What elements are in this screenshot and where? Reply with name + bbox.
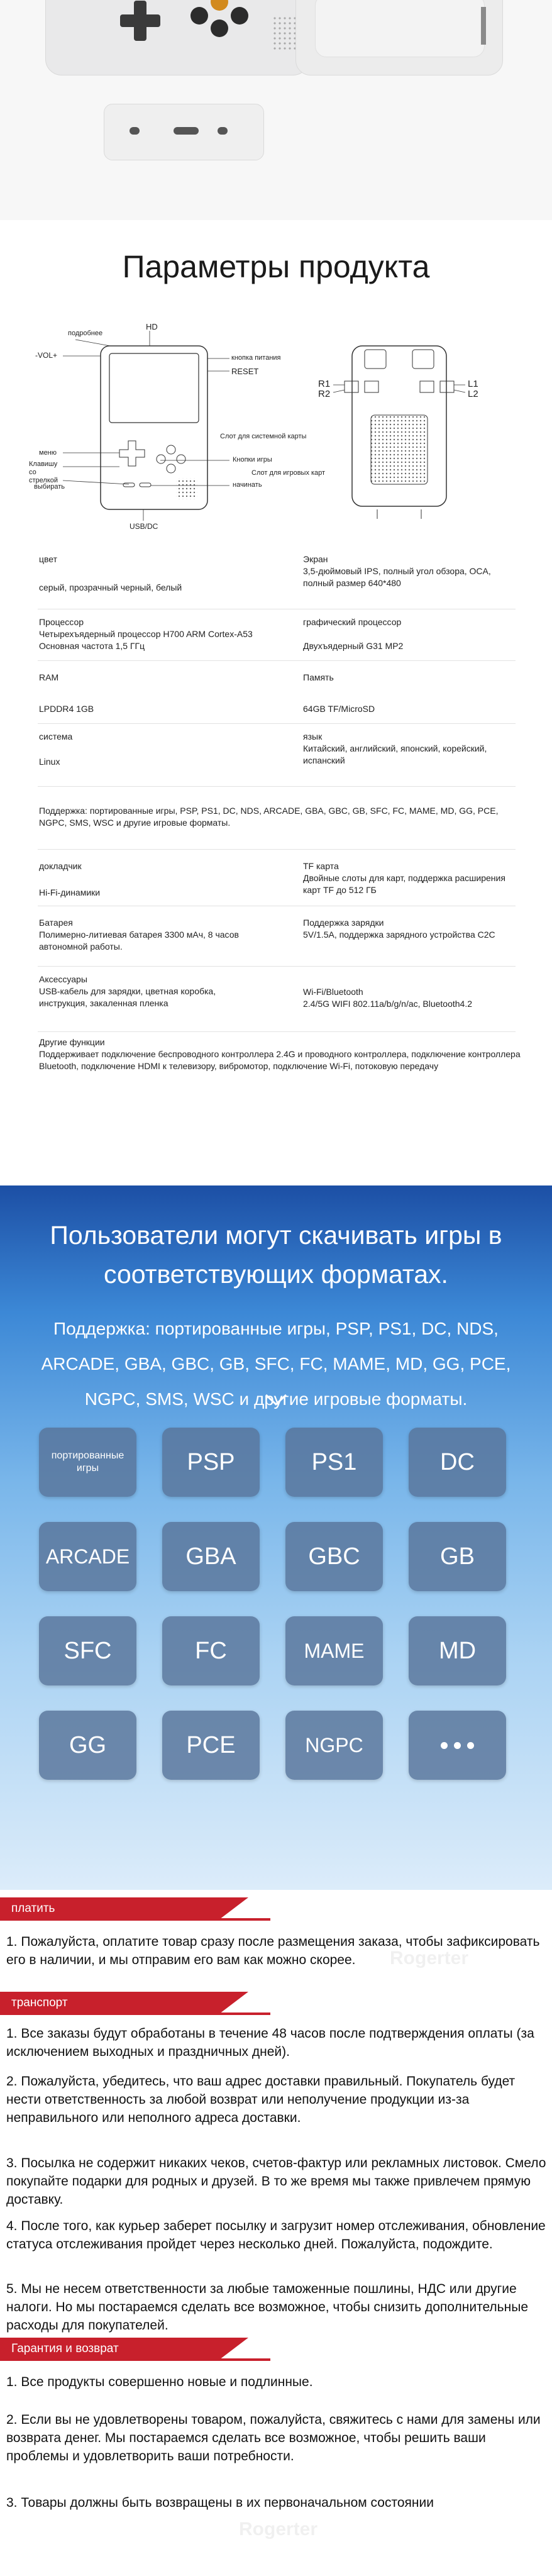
format-tile-ngpc: NGPC: [285, 1711, 383, 1780]
banner-pay-title: платить: [11, 1902, 55, 1915]
more-dots-icon: [441, 1742, 474, 1749]
spec-wifi-value: 2.4/5G WIFI 802.11a/b/g/n/ac, Bluetooth4.2: [303, 999, 473, 1009]
label-power-key: кнопка питания: [231, 354, 281, 362]
format-tile-gbc: GBC: [285, 1522, 383, 1591]
label-l1: L1: [468, 379, 478, 389]
formats-subtitle: Поддержка: портированные игры, PSP, PS1, DC, NDS, ARCADE, GBA, GBC, GB, SFC, FC, MAME, MD, GG, PCE, NGPC, SMS, WSC и другие игровые форматы.: [41, 1319, 511, 1409]
ship-item-1: 1. Все заказы будут обработаны в течение 48 часов после подтверждения оплаты (за исключением выходных и праздничных дней).: [6, 2026, 534, 2059]
spec-gpu-value: Двухъядерный G31 MP2: [303, 641, 404, 651]
pay-item-1: 1. Пожалуйста, оплатите товар сразу после размещения заказа, чтобы зафиксировать его в наличии, и мы отправим его вам как можно скорее.: [6, 1935, 540, 1967]
spec-system-value: Linux: [39, 757, 60, 767]
console-side-panel: [315, 0, 485, 57]
spec-divider: [38, 723, 516, 724]
label-usb: USB/DC: [130, 522, 158, 531]
label-select: выбирать: [34, 483, 65, 491]
format-tile-ps1: PS1: [285, 1428, 383, 1497]
spec-screen-value: 3,5-дюймовый IPS, полный угол обзора, OCA, полный размер 640*480: [303, 566, 491, 588]
format-tile-dc: DC: [409, 1428, 506, 1497]
spec-divider: [38, 849, 516, 850]
spec-battery-value: Полимерно-литиевая батарея 3300 мАч, 8 часов автономной работы.: [39, 930, 239, 952]
spec-charge-label: Поддержка зарядки: [303, 918, 384, 928]
spec-memory-label: Память: [303, 672, 334, 682]
format-tile-psp: PSP: [162, 1428, 260, 1497]
banner-warranty: [0, 2338, 248, 2360]
banner-shipping-title: транспорт: [11, 1996, 68, 2009]
format-tile-gg: GG: [39, 1711, 136, 1780]
face-button-icon: [190, 7, 208, 25]
label-menu: меню: [39, 449, 57, 457]
spec-support-text: Поддержка: портированные игры, PSP, PS1, DC, NDS, ARCADE, GBA, GBC, GB, SFC, FC, MAME, MD, GG, PCE, NGPC, SMS, WSC и другие игровые форматы.: [39, 806, 499, 828]
label-r2: R2: [318, 389, 331, 399]
spec-ram-value: LPDDR4 1GB: [39, 704, 94, 714]
warranty-item-2: 2. Если вы не удовлетворены товаром, пожалуйста, свяжитесь с нами для замены или возврата денег. Мы постараемся сделать все возможное, чтобы решить ваши проблемы и удовлетворить ваши потребности.: [6, 2412, 541, 2463]
console-diagram: [0, 321, 552, 535]
spec-language-value: Китайский, английский, японский, корейский, испанский: [303, 743, 487, 765]
ship-item-3: 3. Посылка не содержит никаких чеков, счетов-фактур или рекламных листовок. Смело покупайте подарки для родных и друзей. В то же время мы также привлечем прямую доставку.: [6, 2156, 546, 2207]
format-tile-sfc: SFC: [39, 1616, 136, 1685]
spec-tf-label: TF карта: [303, 861, 339, 871]
spec-cpu-value: Четырехъядерный процессор H700 ARM Cortex-A53 Основная частота 1,5 ГГц: [39, 629, 253, 651]
chevron-down-icon: [264, 1393, 288, 1407]
label-start: начинать: [233, 481, 262, 489]
parameters-section: [0, 220, 552, 1185]
spec-charge-value: 5V/1.5A, поддержка зарядного устройства C2C: [303, 930, 495, 940]
spec-battery-label: Батарея: [39, 918, 73, 928]
banner-warranty-title: Гарантия и возврат: [11, 2342, 119, 2355]
spec-memory-value: 64GB TF/MicroSD: [303, 704, 375, 714]
face-button-icon: [211, 19, 228, 37]
spec-color-label: цвет: [39, 554, 58, 564]
ship-item-4: 4. После того, как курьер заберет посылку и загрузит номер отслеживания, обновление статуса отслеживания пройдет через несколько дней. Пожалуйста, подождите.: [6, 2219, 546, 2251]
watermark-text: Rogerter: [239, 2519, 318, 2540]
product-photos: [0, 0, 552, 220]
spec-divider: [38, 1031, 516, 1032]
ship-item-5: 5. Мы не несем ответственности за любые таможенные пошлины, НДС или другие налоги. Но мы постараемся сделать все возможное, чтобы снизить дополнительные расходы для покупателей.: [6, 2282, 528, 2333]
formats-title: Пользователи могут скачивать игры в соответствующих форматах.: [50, 1221, 502, 1289]
format-tile-more: [409, 1711, 506, 1780]
banner-shipping: [0, 1992, 248, 2014]
spec-divider: [38, 660, 516, 661]
port-icon: [218, 127, 228, 135]
label-power: подробнее: [68, 330, 103, 337]
label-r1: R1: [318, 379, 331, 389]
formats-section: [0, 1185, 552, 1890]
warranty-item-1: 1. Все продукты совершенно новые и подлинные.: [6, 2375, 313, 2389]
label-hd: HD: [146, 322, 158, 331]
format-tile-ported: портированные игры: [39, 1428, 136, 1497]
spec-gpu-label: графический процессор: [303, 617, 402, 627]
port-icon: [130, 127, 140, 135]
format-tile-gba: GBA: [162, 1522, 260, 1591]
spec-color-value: серый, прозрачный черный, белый: [39, 582, 182, 592]
label-l2: L2: [468, 389, 478, 399]
format-tile-fc: FC: [162, 1616, 260, 1685]
usb-port-icon: [174, 127, 199, 135]
dpad-icon: [120, 1, 160, 41]
spec-speaker-label: докладчик: [39, 861, 82, 871]
parameters-title: Параметры продукта: [122, 249, 430, 284]
format-tile-mame: MAME: [285, 1616, 383, 1685]
label-reset: RESET: [231, 367, 259, 376]
spec-accessories-value: USB-кабель для зарядки, цветная коробка, инструкция, закаленная пленка: [39, 986, 216, 1008]
spec-divider: [38, 966, 516, 967]
label-game-keys: Кнопки игры: [233, 456, 272, 464]
label-joystick: Клавишу со стрелкой: [29, 460, 58, 484]
console-diagram-drawing: [0, 321, 552, 535]
format-tile-md: MD: [409, 1616, 506, 1685]
face-button-icon: [231, 7, 248, 25]
console-front-photo: [45, 0, 309, 75]
spec-language-label: язык: [303, 731, 323, 741]
label-slot-game: Слот для игровых карт: [251, 469, 326, 477]
format-tile-gb: GB: [409, 1522, 506, 1591]
spec-cpu-label: Процессор: [39, 617, 84, 627]
spec-other-value: Поддерживает подключение беспроводного контроллера 2.4G и проводного контроллера, подключение контроллера Bluetooth, подключение HDMI к телевизору, вибромотор, подключение Wi-Fi, потоковую передачу: [39, 1049, 521, 1071]
ship-item-2: 2. Пожалуйста, убедитесь, что ваш адрес доставки правильный. Покупатель будет нести ответственность за любой возврат или неполучение продукции из-за неправильного или неполного адреса доставки.: [6, 2074, 516, 2125]
banner-pay: [0, 1897, 248, 1920]
label-slot-system: Слот для системной карты: [220, 433, 307, 440]
console-side-photo: [295, 0, 503, 75]
side-edge-icon: [481, 7, 486, 45]
spec-wifi-label: Wi-Fi/Bluetooth: [303, 987, 363, 997]
warranty-item-3: 3. Товары должны быть возвращены в их первоначальном состоянии: [6, 2496, 434, 2510]
spec-accessories-label: Аксессуары: [39, 974, 87, 984]
spec-divider: [38, 786, 516, 787]
face-button-icon: [211, 0, 228, 11]
spec-tf-value: Двойные слоты для карт, поддержка расширения карт TF до 512 ГБ: [303, 873, 505, 895]
spec-screen-label: Экран: [303, 554, 328, 564]
spec-other-label: Другие функции: [39, 1037, 105, 1047]
console-bottom-photo: [104, 104, 264, 160]
label-vol: -VOL+: [35, 351, 58, 360]
spec-speaker-value: Hi-Fi-динамики: [39, 887, 101, 897]
format-tile-arcade: ARCADE: [39, 1522, 136, 1591]
policy-section: [0, 1890, 552, 2576]
watermark-text: Rogerter: [390, 1948, 469, 1968]
spec-system-label: система: [39, 731, 73, 741]
format-tile-pce: PCE: [162, 1711, 260, 1780]
spec-ram-label: RAM: [39, 672, 59, 682]
